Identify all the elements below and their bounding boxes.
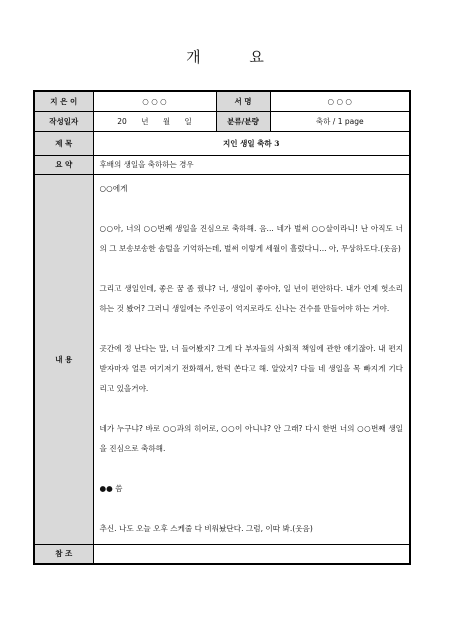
content-paragraph: 네가 누구냐? 바로 ○○과의 히어로, ○○이 아니냐? 안 그래? 다시 한번 너의 ○○번째 생일을 진심으로 축하해. bbox=[99, 424, 403, 453]
content-spacer bbox=[100, 499, 404, 519]
content-paragraph: ○○아, 너의 ○○번째 생일을 진심으로 축하해. 음... 네가 벌써 ○○살이라니! 난 아직도 너의 그 보송보송한 솜털을 기억하는데, 벌써 이렇게 세월이 흘렀다니... 아, 무상하도다.(웃음) bbox=[99, 224, 403, 253]
date-label: 작성일자 bbox=[34, 111, 93, 131]
content-signoff: ●● 씀 bbox=[99, 484, 123, 493]
content-paragraph: ○○에게 bbox=[99, 184, 128, 193]
subject-row bbox=[34, 131, 410, 155]
content-label: 내 용 bbox=[34, 174, 93, 544]
page-title: 개 요 bbox=[186, 48, 286, 66]
content-paragraph: 곳간에 정 난다는 말, 너 들어봤지? 그게 다 부자들의 사회적 책임에 관한 얘기잖아. 내 편지 받자마자 얼른 여기저기 전화해서, 한턱 쏜다고 해. 알았지? 다들 네 생일을 목 빠지게 기다리고 있을거야. bbox=[99, 344, 403, 393]
content-postscript: 추신. 나도 오늘 오후 스케줄 다 비워놨단다. 그럼, 이따 봐.(웃음) bbox=[99, 524, 313, 533]
content-body bbox=[93, 174, 410, 544]
subject-label: 제 목 bbox=[34, 131, 93, 155]
content-spacer bbox=[100, 319, 404, 339]
signature-value: ○ ○ ○ bbox=[270, 91, 410, 111]
category-label: 분류/분량 bbox=[216, 111, 270, 131]
content-spacer bbox=[100, 259, 404, 279]
author-value: ○ ○ ○ bbox=[93, 91, 216, 111]
reference-value bbox=[93, 544, 410, 564]
content-spacer bbox=[100, 199, 404, 219]
content-paragraph: 그리고 생일인데, 좋은 꿈 좀 꿨냐? 너, 생일이 좋아야, 일 년이 편안하다. 내가 언제 헛소리하는 것 봤어? 그러니 생일에는 주인공이 억지로라도 신나는 건수를 만들어야 하는 거야. bbox=[99, 284, 403, 313]
author-label: 지 은 이 bbox=[34, 91, 93, 111]
date-year: 20 bbox=[117, 116, 127, 126]
author-row bbox=[34, 91, 410, 111]
reference-row bbox=[34, 544, 410, 564]
date-value bbox=[93, 111, 216, 131]
content-row bbox=[34, 174, 410, 544]
reference-label: 참 조 bbox=[34, 544, 93, 564]
summary-label: 요 약 bbox=[34, 155, 93, 174]
content-spacer bbox=[100, 459, 404, 479]
content-spacer bbox=[100, 399, 404, 419]
signature-label: 서 명 bbox=[216, 91, 270, 111]
summary-form-table bbox=[33, 90, 411, 565]
summary-value: 후배의 생일을 축하하는 경우 bbox=[93, 155, 410, 174]
date-day: 일 bbox=[184, 116, 192, 126]
subject-value: 지인 생일 축하 3 bbox=[93, 131, 410, 155]
date-year-unit: 년 bbox=[141, 116, 149, 126]
date-row bbox=[34, 111, 410, 131]
summary-row bbox=[34, 155, 410, 174]
date-month: 월 bbox=[162, 116, 171, 126]
category-value: 축하 / 1 page bbox=[270, 111, 410, 131]
